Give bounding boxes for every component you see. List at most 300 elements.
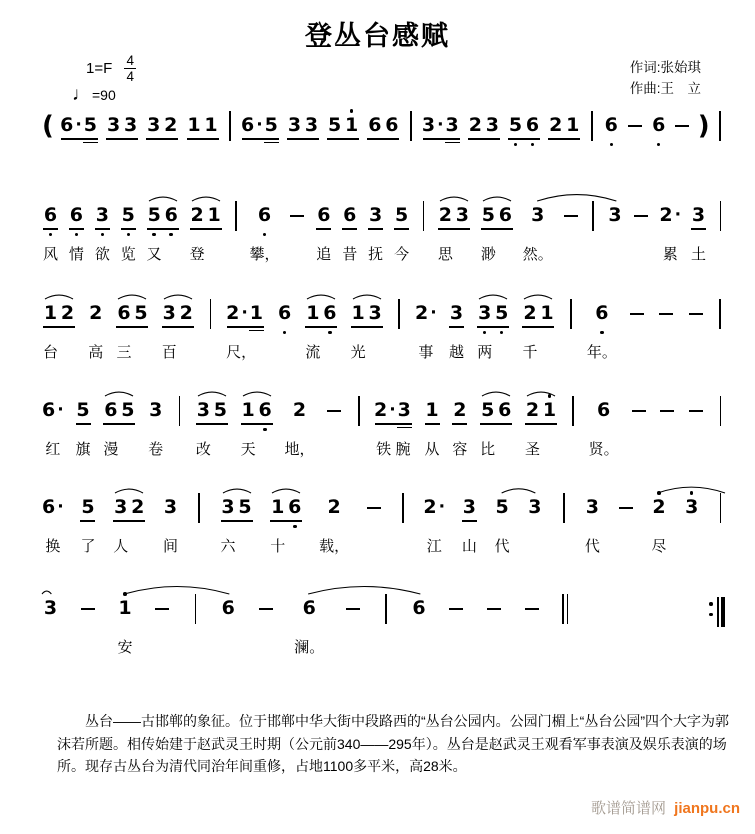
note: [411, 591, 428, 631]
dash-stroke: [346, 608, 360, 610]
dash-stroke: [367, 507, 381, 509]
bar-stroke: [717, 597, 719, 627]
duration-dash: [617, 490, 635, 555]
note-digit: 6: [317, 204, 331, 227]
lyric: 圣: [525, 441, 541, 458]
lyric-row: [249, 243, 279, 264]
note: [690, 198, 707, 238]
lyric: 安: [117, 639, 133, 656]
note: [422, 108, 444, 148]
octave-dot: [293, 525, 297, 529]
note: [226, 296, 248, 336]
lyric-row: [315, 243, 332, 264]
note: [607, 198, 624, 238]
lyric: 情: [68, 246, 84, 263]
octave-dot: [350, 109, 354, 113]
lyric: 今: [394, 246, 410, 263]
lyric-row: [632, 243, 650, 263]
note-digit: 1: [118, 597, 132, 620]
bar-stroke: [563, 493, 565, 523]
spacer: [589, 591, 689, 656]
octave-dot: [610, 143, 614, 147]
dash-stroke: [628, 125, 642, 127]
lyric: 容: [452, 441, 468, 458]
note-digit: 3: [608, 204, 622, 227]
note-row: [147, 393, 164, 433]
dot-below-slot: [514, 136, 518, 148]
note-row: [584, 490, 601, 530]
note: [521, 296, 538, 336]
barline: [191, 591, 200, 656]
dash-row: [632, 198, 650, 238]
lyric-row: [367, 243, 384, 264]
dot-below-slot: [263, 421, 267, 433]
barline: [716, 108, 725, 148]
note-digit: 1: [43, 302, 58, 325]
dash-row: [658, 393, 676, 433]
note: [241, 108, 263, 148]
barline: [716, 490, 725, 555]
note-digit: 3: [149, 399, 163, 422]
note: [547, 108, 564, 148]
watermark-url[interactable]: jianpu.cn: [674, 800, 740, 817]
note: [79, 490, 96, 530]
bar-stroke: [572, 396, 574, 426]
note: [383, 108, 400, 148]
bar-stroke: [235, 201, 237, 231]
score-line: [42, 108, 725, 148]
note-row: [195, 393, 229, 433]
quarter-note-icon: ♩: [72, 84, 91, 106]
lyric-row: [523, 243, 553, 264]
note: [396, 393, 413, 433]
lyric: [411, 636, 428, 656]
lyric-row: [87, 341, 104, 362]
note: [112, 490, 129, 530]
lyric-row: [650, 535, 667, 556]
duration-dash: [632, 198, 650, 263]
dot-below-slot: [152, 226, 156, 238]
dot-below-slot: [600, 324, 604, 336]
note: [162, 108, 179, 148]
note: [476, 296, 493, 336]
note-row: [42, 591, 59, 631]
note-digit: 1: [306, 302, 320, 325]
lyric: [493, 341, 510, 362]
note: [448, 296, 465, 336]
lyric-row: [524, 438, 558, 459]
lyric: 尽: [651, 538, 667, 555]
lyric-row: [476, 341, 510, 362]
lyric-row: [147, 438, 164, 459]
duration-dash: [673, 108, 691, 148]
note-group: [42, 296, 76, 362]
octave-dot: [127, 233, 131, 237]
lyric-row: [561, 636, 570, 656]
note-digit: 1: [351, 302, 365, 325]
duration-dash: [630, 393, 648, 458]
note-digit: 6: [288, 496, 302, 519]
time-signature-top: 4: [126, 53, 135, 68]
octave-dot: [690, 491, 694, 495]
lyric: [129, 535, 146, 556]
lyric: [220, 636, 237, 656]
note: [603, 108, 620, 148]
lyric: 光: [350, 344, 366, 361]
lyric: 攀，: [249, 246, 280, 263]
lyric-row: [240, 438, 274, 459]
lyric-row: [584, 535, 601, 556]
lyric-row: [220, 535, 254, 556]
note-digit: 6: [257, 204, 272, 227]
note-row: [529, 198, 546, 238]
dash-row: [344, 591, 362, 631]
lyric-row: [480, 243, 514, 264]
dash-stroke: [675, 125, 689, 127]
dot-below-slot: [531, 136, 535, 148]
lyric: [237, 535, 254, 556]
lyric: 昔: [342, 246, 358, 263]
lyric-row: [687, 438, 705, 458]
lyric: [256, 341, 265, 362]
note: [326, 490, 343, 530]
note-digit: 5: [121, 399, 135, 422]
note: [163, 198, 180, 238]
lyric-row: [304, 341, 338, 362]
note-row: [189, 198, 223, 238]
note: [119, 393, 136, 433]
dash-row: [325, 393, 343, 433]
note: [467, 108, 484, 148]
dash-row: [79, 591, 97, 631]
note-group: [117, 591, 134, 657]
note: [650, 490, 667, 530]
note-digit: 6: [652, 114, 666, 137]
dot-below-slot: [657, 136, 661, 148]
note: [220, 490, 237, 530]
note-group: [415, 296, 437, 362]
note-digit: 6: [597, 399, 611, 422]
note: [424, 393, 441, 433]
note-row: [659, 198, 681, 238]
lyric: 比: [480, 441, 496, 458]
lyric-row: [112, 535, 146, 556]
note-row: [42, 198, 59, 238]
lyric: 红: [45, 441, 61, 458]
dash-row: [617, 490, 635, 530]
note-group: [526, 490, 543, 555]
dash-row: [628, 296, 646, 336]
barline: [191, 591, 200, 631]
duration-dash: [626, 108, 644, 148]
lyric: 十: [270, 538, 286, 555]
note-digit: 6: [43, 204, 58, 227]
note-digit: 2 ·: [415, 302, 437, 325]
dash-stroke: [327, 410, 341, 412]
paren: [42, 108, 54, 148]
note-digit: 6: [525, 114, 540, 137]
barline: [399, 490, 408, 555]
bar-stroke: [195, 594, 197, 624]
note: [129, 490, 146, 530]
note-row: [79, 490, 96, 530]
note: [220, 591, 237, 631]
barline: [382, 591, 391, 656]
barline: [567, 296, 576, 361]
lyric: [163, 243, 180, 264]
note-group: [186, 108, 220, 148]
lyric-row: [630, 438, 648, 458]
lyric-row: [657, 341, 675, 361]
note-group: [393, 198, 410, 264]
dot-below-slot: [283, 324, 287, 336]
lyric: [683, 535, 700, 555]
lyric: 台: [42, 344, 58, 361]
note: [59, 296, 76, 336]
lyric-row: [690, 243, 707, 264]
octave-dot: [152, 233, 156, 237]
dash-stroke: [660, 410, 674, 412]
lyric-row: [341, 243, 358, 264]
note-digit: 6: [604, 114, 618, 137]
bar-stroke: [719, 299, 721, 329]
barline: [559, 490, 568, 555]
note-digit: 6: [221, 597, 235, 620]
dash-stroke: [81, 608, 95, 610]
lyric: [59, 341, 76, 362]
lyric: 铁: [376, 441, 392, 458]
lyric-row: [162, 535, 179, 556]
note-digit: 3: [455, 204, 470, 227]
lyric: 代: [494, 538, 510, 555]
dash-stroke: [689, 313, 703, 315]
note-digit: 3: [304, 114, 319, 137]
barline: [382, 591, 391, 631]
note-group: [476, 296, 510, 362]
note-group: [87, 296, 104, 362]
barline: [407, 108, 416, 148]
lyric-row: [709, 639, 725, 659]
note-group: [42, 198, 59, 264]
augmentation-dot: ·: [674, 205, 682, 226]
lyric-row: [589, 243, 598, 263]
note-digit: 1: [207, 204, 221, 227]
lyric: 改: [195, 441, 211, 458]
octave-dot: [548, 394, 552, 398]
note-digit: 6: [69, 204, 84, 227]
dot-below-slot: [610, 136, 614, 148]
note-row: [393, 198, 410, 238]
barline: [716, 393, 725, 433]
note-group: [524, 393, 558, 459]
lyric-row: [716, 438, 725, 458]
note: [240, 393, 257, 433]
lyric-row: [716, 535, 725, 555]
lyric-row: [42, 535, 64, 556]
barline: [567, 296, 576, 336]
octave-dot: [657, 491, 661, 495]
barline: [206, 296, 215, 336]
lyric: 越: [448, 344, 464, 361]
note-digit: 5: [508, 114, 523, 137]
barline: [195, 490, 204, 530]
bar-stroke: [570, 299, 572, 329]
note-group: [480, 198, 514, 264]
barline: [709, 591, 725, 634]
note: [524, 108, 541, 148]
dash-row: [447, 591, 465, 631]
note-digit: 2: [652, 496, 666, 519]
lyric-row: [319, 535, 349, 556]
barline: [716, 198, 725, 263]
lyric: [321, 341, 338, 362]
note-row: [286, 108, 320, 148]
lyric: 千: [522, 344, 538, 361]
note-group: [42, 393, 64, 459]
note-digit: 3: [585, 496, 600, 519]
lyric-row: [79, 636, 97, 656]
note-group: [269, 490, 303, 556]
dash-row: [365, 490, 383, 530]
note-row: [42, 393, 64, 433]
barline: [354, 393, 363, 433]
note-digit: 3: [123, 114, 138, 137]
note: [115, 296, 132, 336]
note-digit: 2 ·: [374, 399, 396, 422]
note-group: [115, 296, 149, 362]
lyric: 天: [240, 441, 256, 458]
lyric: [42, 636, 59, 656]
note-group: [683, 490, 700, 555]
note: [147, 393, 164, 433]
note-group: [189, 198, 223, 264]
lyric-row: [589, 438, 619, 459]
lyric: 抚: [368, 246, 384, 263]
note-digit: 2: [549, 114, 563, 137]
note-row: [479, 393, 513, 433]
note-row: [146, 198, 180, 238]
lyric-row: [683, 535, 700, 555]
lyric: 漫: [103, 441, 119, 458]
barline: [569, 393, 578, 458]
duration-dash: [325, 393, 343, 458]
note-group: [650, 108, 667, 148]
dash-stroke: [659, 313, 673, 315]
barline: [226, 108, 235, 148]
lyric-row: [587, 341, 617, 362]
dash-stroke: [632, 410, 646, 412]
note-row: [105, 108, 139, 148]
barline: [399, 490, 408, 530]
barline: [588, 108, 597, 148]
note-row: [42, 490, 64, 530]
note-group: [523, 198, 553, 264]
note-digit: 1: [249, 302, 263, 325]
note-row: [269, 490, 303, 530]
note-digit: 6 ·: [42, 399, 64, 422]
bar-stroke: [385, 594, 387, 624]
note-digit: 6: [385, 114, 399, 137]
lyric: 百: [161, 344, 177, 361]
barline: [716, 198, 725, 238]
note-row: [42, 296, 76, 336]
note: [367, 198, 384, 238]
lyric: 高: [88, 344, 104, 361]
barline: [559, 490, 568, 530]
note-row: [87, 296, 104, 336]
lyric: [607, 243, 624, 263]
bar-stroke: [423, 201, 425, 231]
note: [393, 198, 410, 238]
lyric-row: [226, 341, 265, 362]
note: [461, 490, 478, 530]
lyric-row: [521, 341, 555, 362]
note: [286, 490, 303, 530]
lyric: 登: [189, 246, 205, 263]
note-group: [422, 108, 461, 148]
note-digit: 2 ·: [423, 496, 446, 519]
barline: [395, 296, 404, 336]
note: [541, 393, 558, 433]
dash-row: [485, 591, 503, 631]
note-row: [366, 108, 400, 148]
octave-dot: [49, 233, 53, 237]
note-group: [603, 108, 620, 148]
octave-dot: [263, 233, 267, 237]
lyric: 览: [120, 246, 136, 263]
note-digit: 3: [221, 496, 235, 519]
note-row: [690, 198, 707, 238]
note-group: [161, 296, 195, 362]
note-digit: 2 ·: [659, 204, 682, 227]
dot-below-slot: [500, 324, 504, 336]
lyric-row: [451, 438, 468, 459]
lyric-row: [716, 341, 725, 361]
note-digit: 2: [453, 399, 467, 422]
note-group: [479, 393, 513, 459]
duration-dash: [485, 591, 503, 656]
lyric-row: [562, 243, 580, 263]
note-group: [315, 198, 332, 264]
barline: [419, 198, 428, 238]
note: [105, 108, 122, 148]
bar-stroke: [720, 396, 722, 426]
dash-row: [153, 591, 171, 631]
score-line: [42, 393, 725, 459]
score-line: [42, 296, 725, 362]
note: [350, 296, 367, 336]
augmentation-dot: ·: [57, 400, 64, 421]
note-digit: 2: [292, 399, 307, 422]
note-digit: 2: [327, 496, 341, 519]
note-row: [60, 108, 99, 148]
note-row: [422, 108, 461, 148]
note-group: [374, 393, 413, 459]
dash-stroke: [449, 608, 463, 610]
augmentation-dot: ·: [256, 115, 263, 136]
note-group: [326, 108, 360, 148]
note-row: [68, 198, 85, 238]
note-group: [249, 198, 279, 264]
note: [479, 393, 496, 433]
octave-dot: [75, 233, 79, 237]
note: [315, 198, 332, 238]
lyric-row: [374, 438, 413, 459]
bar-stroke: [198, 493, 200, 523]
lyric-row: [415, 341, 437, 362]
lyric-row: [354, 438, 363, 458]
note-digit: 6: [164, 204, 178, 227]
